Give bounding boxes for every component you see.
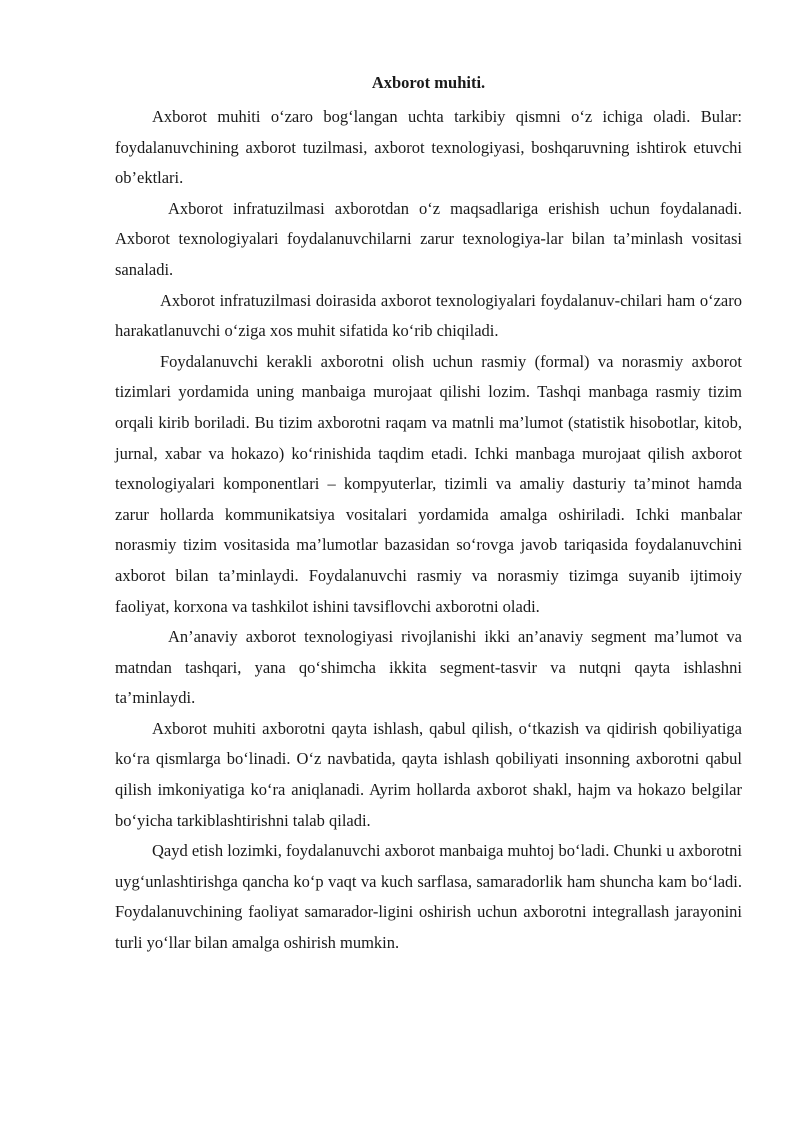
document-title: Axborot muhiti. (371, 73, 486, 92)
paragraph-7: Qayd etish lozimki, foydalanuvchi axborot manbaiga muhtoj bo‘ladi. Chunki u axborotni uyg‘unlashtirishga qancha ko‘p vaqt va kuch sarflasa, samaradorlik ham shuncha kam bo‘ladi. Foydalanuvchining faoliyat samarador-ligini oshirish uchun axborotni integrallash jarayonini turli yo‘llar bilan amalga oshirish mumkin. (115, 841, 742, 953)
paragraph-4: Foydalanuvchi kerakli axborotni olish uchun rasmiy (formal) va norasmiy axborot tizimlari yordamida uning manbaiga murojaat qilishi lozim. Tashqi manbaga rasmiy tizim orqali kirib boriladi. Bu tizim axborotni raqam va matnli ma’lumot (statistik hisobotlar, kitob, jurnal, xabar va hokazo) ko‘rinishida taqdim etadi. Ichki manbaga murojaat qilish axborot texnologiyalari komponentlari – kompyuterlar, tizimli va amaliy dasturiy ta’minot hamda zarur hollarda kommunikatsiya vositalari yordamida amalga oshiriladi. Ichki manbalar norasmiy tizim vositasida ma’lumotlar bazasidan so‘rovga javob tariqasida foydalanuvchini axborot bilan ta’minlaydi. Foydalanuvchi rasmiy va norasmiy tizimga suyanib ijtimoiy faoliyat, korxona va tashkilot ishini tavsiflovchi axborotni oladi. (115, 351, 742, 616)
paragraph-1: Axborot muhiti o‘zaro bog‘langan uchta tarkibiy qismni o‘z ichiga oladi. Bular: foydalanuvchining axborot tuzilmasi, axborot texnologiyasi, boshqaruvning ishtirok etuvchi ob’ektlari. (115, 107, 742, 188)
paragraph-6: Axborot muhiti axborotni qayta ishlash, qabul qilish, o‘tkazish va qidirish qobiliyatiga ko‘ra qismlarga bo‘linadi. O‘z navbatida, qayta ishlash qobiliyati insonning axborotni qabul qilish imkoniyatiga ko‘ra aniqlanadi. Ayrim hollarda axborot shakl, hajm va hokazo belgilar bo‘yicha tarkiblashtirishni talab qiladi. (115, 718, 742, 830)
document-page (115, 72, 742, 959)
paragraph-5: An’anaviy axborot texnologiyasi rivojlanishi ikki an’anaviy segment ma’lumot va matndan tashqari, yana qo‘shimcha ikkita segment-tasvir va nutqni qayta ishlashni ta’minlaydi. (115, 627, 742, 708)
paragraph-3: Axborot infratuzilmasi doirasida axborot texnologiyalari foydalanuv-chilari ham o‘zaro harakatlanuvchi o‘ziga xos muhit sifatida ko‘rib chiqiladi. (115, 290, 742, 341)
paragraph-2: Axborot infratuzilmasi axborotdan o‘z maqsadlariga erishish uchun foydalanadi. Axborot texnologiyalari foydalanuvchilarni zarur texnologiya-lar bilan ta’minlash vositasi sanaladi. (115, 198, 742, 279)
